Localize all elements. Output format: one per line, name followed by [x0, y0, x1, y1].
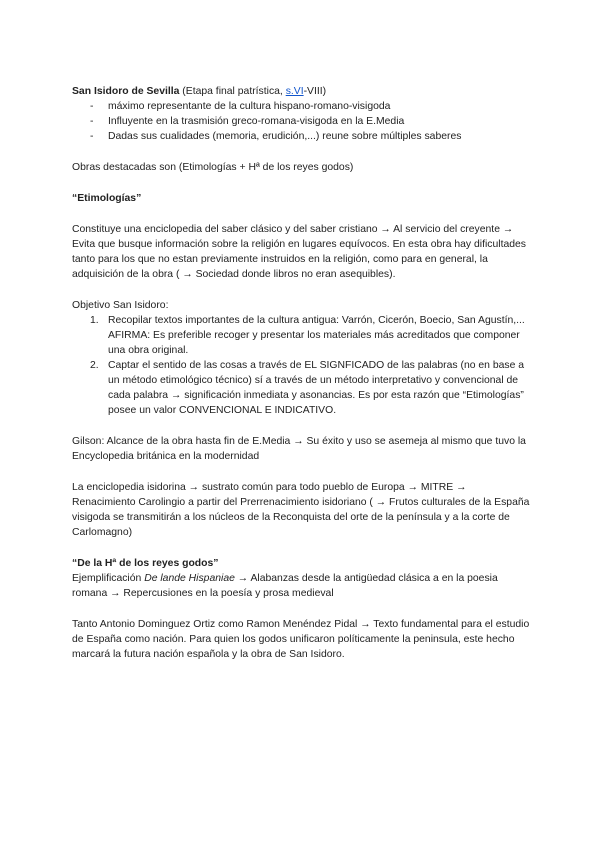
goths-post: → Alabanzas desde la antigüedad clásica a en la poesia romana → Repercusiones en la poesía y prosa medieval — [72, 573, 498, 599]
heading-period-suffix: -VIII) — [303, 86, 327, 97]
works-line: Obras destacadas son (Etimologías + Hª de los reyes godos) — [72, 162, 354, 173]
traits-list — [72, 99, 532, 144]
list-item: - máximo representante de la cultura hispano-romano-visigoda — [72, 99, 532, 114]
final-paragraph: Tanto Antonio Dominguez Ortiz como Ramon Menéndez Pidal → Texto fundamental para el estudio de España como nación. Para quien los godos unificaron políticamente la peninsula, este hecho marcará la futura nación española y la obra de San Isidoro. — [72, 619, 530, 660]
item-number: 2. — [90, 360, 99, 371]
item-number: 1. — [90, 315, 99, 326]
etymologies-paragraph: Constituye una enciclopedia del saber clásico y del saber cristiano → Al servicio del creyente → Evita que busque información sobre la religión en lugares equívocos. En esta obra hay dificultades tanto para los que no estan previamente instruidos en la religión, como para en general, la adquisición de la obra ( → Sociedad donde libros no eran asequibles). — [72, 224, 527, 280]
author-name: San Isidoro de Sevilla — [72, 86, 180, 97]
heading-period-prefix: (Etapa final patrística, — [179, 86, 286, 97]
list-item: - Dadas sus cualidades (memoria, erudición,...) reune sobre múltiples saberes — [72, 129, 532, 144]
goths-heading: “De la Hª de los reyes godos” — [72, 558, 219, 569]
goths-paragraph — [72, 571, 532, 601]
etymologies-heading: “Etimologías” — [72, 193, 142, 204]
century-link[interactable]: s.VI — [285, 86, 304, 97]
item-text: Recopilar textos importantes de la cultura antigua: Varrón, Cicerón, Boecio, San Agustín,... AFIRMA: Es preferible recoger y presentar los materiales más acreditados que componer una obra original. — [108, 315, 525, 356]
list-item — [72, 358, 532, 418]
objectives-list — [72, 313, 532, 418]
author-heading — [72, 84, 532, 99]
encyclopedia-paragraph: La enciclopedia isidorina → sustrato común para todo pueblo de Europa → MITRE → Renacimiento Carolingio a partir del Prerrenacimiento isidoriano ( → Frutos culturales de la España visigoda se transmitirán a los núcleos de la Reconquista del orte de la península y a la corte de Carlomagno) — [72, 482, 530, 538]
work-title: De lande Hispaniae — [144, 573, 235, 584]
list-item: - Influyente en la trasmisión greco-romana-visigoda en la E.Media — [72, 114, 532, 129]
list-item — [72, 313, 532, 358]
goths-pre: Ejemplificación — [72, 573, 145, 584]
gilson-paragraph: Gilson: Alcance de la obra hasta fin de E.Media → Su éxito y uso se asemeja al mismo que tuvo la Encyclopedia británica en la modernidad — [72, 436, 526, 462]
item-text: Captar el sentido de las cosas a través de EL SIGNFICADO de las palabras (no en base a un método etimológico técnico) sí a través de un método interpretativo y convencional de cada palabra → significación inmediata y asonancias. Es por esta razón que “Etimologías” posee un valor CONVENCIONAL E INDICATIVO. — [108, 360, 525, 416]
objective-label: Objetivo San Isidoro: — [72, 300, 169, 311]
document-body — [72, 84, 532, 662]
